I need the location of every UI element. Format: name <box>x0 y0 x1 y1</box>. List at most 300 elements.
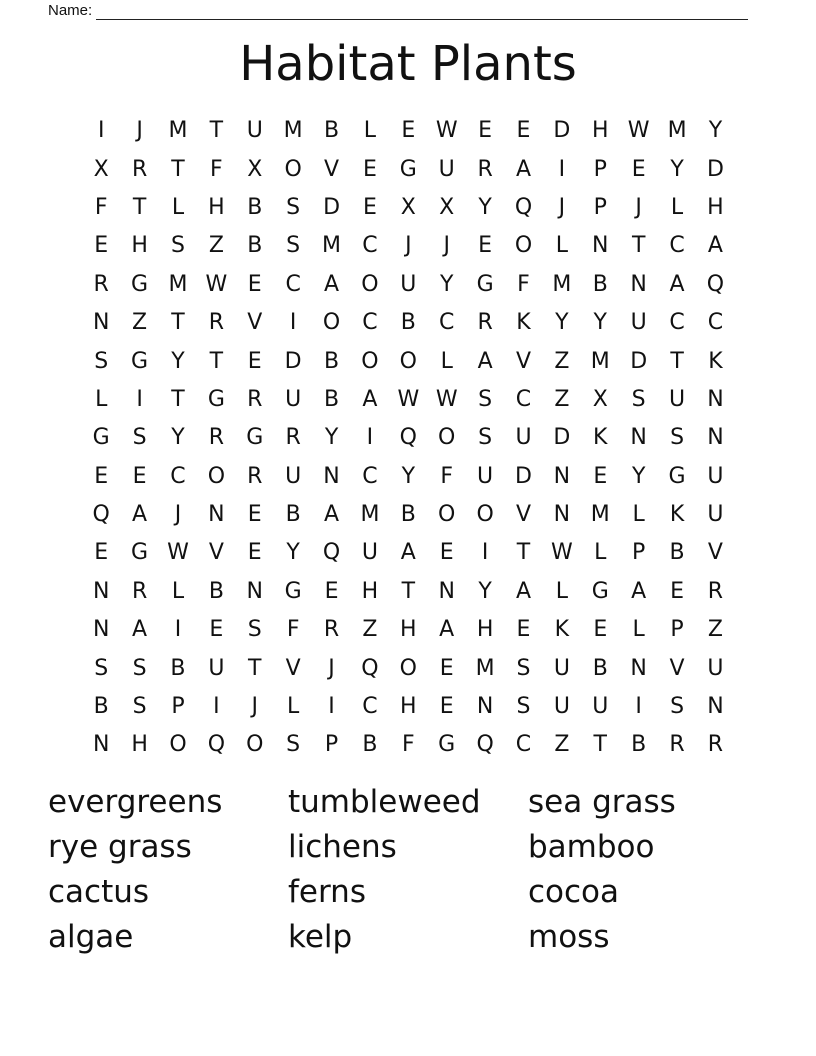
grid-letter: C <box>170 463 186 489</box>
word-bank-item: algae <box>48 919 134 955</box>
grid-letter: J <box>136 118 143 144</box>
grid-letter: B <box>285 502 301 528</box>
grid-letter: G <box>438 732 456 758</box>
grid-letter: K <box>554 617 570 643</box>
grid-letter: Z <box>554 386 570 412</box>
word-bank-item: bamboo <box>528 829 655 865</box>
grid-letter: Y <box>401 463 416 489</box>
grid-letter: L <box>632 502 645 528</box>
word-bank <box>48 780 768 960</box>
grid-letter: W <box>397 386 420 412</box>
grid-letter: O <box>322 310 341 336</box>
grid-letter: C <box>362 310 378 336</box>
grid-letter: H <box>361 578 379 604</box>
grid-letter: L <box>171 578 185 604</box>
grid-letter: E <box>247 348 262 374</box>
name-field-row <box>48 0 748 20</box>
grid-letter: S <box>170 233 185 259</box>
grid-letter: R <box>669 732 685 758</box>
grid-letter: A <box>515 578 532 604</box>
grid-letter: U <box>630 310 647 336</box>
grid-letter: R <box>323 617 340 643</box>
grid-letter: N <box>630 425 647 451</box>
word-bank-item: kelp <box>288 919 353 955</box>
grid-letter: C <box>362 233 378 259</box>
grid-letter: G <box>476 271 494 297</box>
page-title: Habitat Plants <box>239 36 577 92</box>
grid-letter: I <box>97 118 105 144</box>
grid-letter: D <box>553 118 571 144</box>
grid-row <box>82 649 735 687</box>
grid-letter: A <box>400 540 416 566</box>
grid-letter: C <box>515 732 532 758</box>
grid-letter: R <box>477 156 493 182</box>
grid-letter: N <box>323 463 340 489</box>
grid-letter: A <box>324 502 340 528</box>
grid-letter: E <box>209 617 224 643</box>
grid-letter: P <box>593 156 607 182</box>
grid-letter: X <box>247 156 263 182</box>
grid-letter: Z <box>132 310 148 336</box>
grid-row <box>82 342 735 380</box>
grid-row <box>82 688 735 726</box>
grid-letter: O <box>476 502 494 528</box>
grid-letter: W <box>167 540 189 566</box>
grid-letter: B <box>631 732 647 758</box>
grid-letter: R <box>247 463 263 489</box>
grid-letter: T <box>209 348 224 374</box>
grid-letter: X <box>592 386 608 412</box>
grid-letter: D <box>284 348 302 374</box>
grid-letter: T <box>171 386 185 412</box>
grid-letter: O <box>207 463 226 489</box>
grid-letter: J <box>635 194 642 220</box>
grid-letter: H <box>707 194 724 220</box>
grid-letter: H <box>400 694 417 720</box>
grid-letter: C <box>515 386 532 412</box>
grid-letter: G <box>131 540 149 566</box>
grid-letter: B <box>400 502 416 528</box>
grid-letter: L <box>594 540 607 566</box>
grid-letter: G <box>399 156 417 182</box>
grid-letter: G <box>92 425 110 451</box>
grid-letter: T <box>516 540 531 566</box>
grid-letter: I <box>481 540 489 566</box>
grid-letter: X <box>400 194 416 220</box>
grid-letter: H <box>131 732 148 758</box>
grid-letter: J <box>405 233 412 259</box>
grid-letter: U <box>246 118 263 144</box>
grid-letter: Y <box>286 540 300 566</box>
grid-letter: K <box>669 502 685 528</box>
grid-letter: E <box>362 156 377 182</box>
grid-letter: S <box>670 694 685 720</box>
word-bank-item: cactus <box>48 874 150 910</box>
grid-letter: O <box>361 348 379 374</box>
grid-letter: A <box>669 271 685 297</box>
grid-letter: M <box>590 502 610 528</box>
grid-letter: L <box>555 578 569 604</box>
grid-letter: M <box>552 271 572 297</box>
grid-letter: R <box>707 732 724 758</box>
grid-letter: M <box>667 118 687 144</box>
grid-letter: X <box>93 156 109 182</box>
grid-letter: E <box>439 655 454 681</box>
grid-letter: S <box>247 617 262 643</box>
grid-letter: K <box>516 310 531 336</box>
grid-letter: E <box>439 540 454 566</box>
grid-letter: Q <box>361 655 379 681</box>
grid-letter: Q <box>706 271 725 297</box>
grid-letter: E <box>593 463 608 489</box>
grid-letter: E <box>362 194 377 220</box>
grid-letter: Y <box>631 463 646 489</box>
grid-letter: R <box>247 386 263 412</box>
grid-letter: M <box>475 655 495 681</box>
grid-letter: O <box>438 502 456 528</box>
grid-letter: R <box>93 271 109 297</box>
grid-letter: J <box>174 502 182 528</box>
grid-letter: B <box>362 732 378 758</box>
grid-letter: O <box>169 732 187 758</box>
grid-letter: V <box>208 540 224 566</box>
grid-letter: U <box>707 655 724 681</box>
grid-letter: V <box>324 156 340 182</box>
grid-letter: G <box>131 271 149 297</box>
grid-letter: E <box>94 540 109 566</box>
grid-letter: U <box>477 463 494 489</box>
grid-letter: N <box>92 732 110 758</box>
grid-letter: N <box>92 617 110 643</box>
grid-letter: L <box>363 118 377 144</box>
grid-letter: E <box>478 118 493 144</box>
grid-letter: Q <box>322 540 341 566</box>
grid-letter: C <box>707 310 724 336</box>
grid-letter: S <box>94 348 109 374</box>
grid-letter: C <box>362 463 378 489</box>
grid-letter: W <box>435 118 458 144</box>
grid-letter: S <box>286 233 301 259</box>
grid-letter: A <box>324 271 340 297</box>
grid-letter: J <box>328 655 335 681</box>
grid-letter: S <box>132 655 147 681</box>
grid-letter: S <box>286 732 301 758</box>
grid-letter: D <box>515 463 532 489</box>
grid-letter: U <box>592 694 609 720</box>
grid-letter: B <box>669 540 685 566</box>
grid-letter: R <box>707 578 724 604</box>
grid-letter: V <box>285 655 301 681</box>
grid-letter: Z <box>208 233 224 259</box>
grid-letter: D <box>323 194 341 220</box>
grid-letter: Z <box>362 617 378 643</box>
word-bank-item: cocoa <box>528 874 620 910</box>
grid-letter: H <box>131 233 148 259</box>
grid-letter: M <box>322 233 342 259</box>
grid-letter: I <box>289 310 297 336</box>
grid-letter: A <box>515 156 532 182</box>
grid-letter: O <box>514 233 533 259</box>
grid-letter: R <box>131 578 148 604</box>
grid-letter: N <box>707 386 724 412</box>
grid-letter: B <box>323 118 340 144</box>
grid-letter: B <box>247 233 263 259</box>
grid-letter: C <box>669 233 685 259</box>
grid-letter: G <box>284 578 302 604</box>
grid-letter: E <box>593 617 608 643</box>
grid-letter: Q <box>476 732 494 758</box>
grid-row <box>82 304 735 342</box>
grid-letter: N <box>707 425 724 451</box>
grid-letter: Q <box>92 502 110 528</box>
grid-letter: W <box>551 540 573 566</box>
grid-letter: E <box>94 233 109 259</box>
grid-letter: F <box>440 463 454 489</box>
grid-letter: N <box>630 655 647 681</box>
grid-letter: U <box>669 386 686 412</box>
grid-letter: B <box>247 194 263 220</box>
grid-letter: U <box>438 156 455 182</box>
grid-letter: N <box>592 233 609 259</box>
grid-row <box>82 227 735 265</box>
grid-letter: U <box>707 502 724 528</box>
grid-letter: B <box>592 271 608 297</box>
grid-letter: D <box>553 425 571 451</box>
grid-row <box>82 726 735 764</box>
word-bank-item: moss <box>528 919 610 955</box>
grid-letter: A <box>439 617 455 643</box>
grid-letter: E <box>478 233 493 259</box>
grid-letter: P <box>670 617 684 643</box>
grid-letter: S <box>478 425 493 451</box>
grid-letter: J <box>558 194 566 220</box>
grid-letter: N <box>630 271 647 297</box>
grid-row <box>82 419 735 457</box>
grid-letter: E <box>132 463 147 489</box>
grid-letter: B <box>592 655 608 681</box>
grid-letter: V <box>515 348 532 374</box>
grid-letter: A <box>477 348 493 374</box>
grid-letter: M <box>168 271 188 297</box>
grid-letter: T <box>248 655 262 681</box>
grid-row <box>82 150 735 188</box>
grid-letter: W <box>435 386 458 412</box>
grid-letter: F <box>94 194 108 220</box>
grid-letter: L <box>632 617 645 643</box>
grid-letter: X <box>439 194 455 220</box>
grid-letter: L <box>440 348 453 374</box>
grid-letter: U <box>285 386 302 412</box>
word-bank-item: evergreens <box>48 784 223 820</box>
grid-letter: O <box>399 655 417 681</box>
grid-letter: Y <box>171 425 185 451</box>
grid-letter: L <box>95 386 108 412</box>
grid-letter: M <box>283 118 303 144</box>
grid-letter: A <box>631 578 647 604</box>
grid-letter: I <box>366 425 374 451</box>
grid-letter: B <box>208 578 224 604</box>
grid-letter: U <box>208 655 225 681</box>
grid-letter: Z <box>554 732 570 758</box>
name-underline <box>96 5 748 20</box>
grid-letter: O <box>399 348 417 374</box>
grid-letter: L <box>670 194 684 220</box>
grid-letter: G <box>591 578 609 604</box>
grid-letter: E <box>247 271 262 297</box>
grid-letter: A <box>362 386 378 412</box>
grid-letter: Z <box>707 617 723 643</box>
grid-letter: H <box>476 617 494 643</box>
grid-letter: T <box>171 156 185 182</box>
word-bank-item: lichens <box>288 829 397 865</box>
grid-letter: U <box>400 271 417 297</box>
grid-letter: M <box>168 118 188 144</box>
grid-letter: R <box>208 425 225 451</box>
grid-letter: S <box>132 425 147 451</box>
name-label: Name: <box>48 2 93 19</box>
grid-letter: I <box>213 694 220 720</box>
grid-letter: L <box>555 233 569 259</box>
grid-letter: E <box>401 118 416 144</box>
grid-letter: W <box>205 271 228 297</box>
grid-letter: W <box>627 118 650 144</box>
grid-letter: U <box>553 655 570 681</box>
grid-letter: C <box>669 310 685 336</box>
grid-letter: S <box>631 386 646 412</box>
grid-letter: V <box>515 502 532 528</box>
grid-letter: N <box>246 578 263 604</box>
grid-letter: S <box>516 655 531 681</box>
grid-letter: S <box>478 386 493 412</box>
grid-letter: G <box>246 425 264 451</box>
grid-letter: C <box>285 271 301 297</box>
grid-letter: A <box>707 233 723 259</box>
grid-letter: Q <box>207 732 226 758</box>
grid-letter: N <box>92 310 110 336</box>
grid-letter: L <box>171 194 185 220</box>
grid-letter: H <box>208 194 225 220</box>
grid-letter: J <box>443 233 450 259</box>
grid-letter: Y <box>324 425 339 451</box>
grid-letter: Y <box>708 118 723 144</box>
grid-letter: D <box>630 348 648 374</box>
grid-letter: E <box>324 578 339 604</box>
grid-letter: F <box>210 156 223 182</box>
grid-row <box>82 534 735 572</box>
grid-letter: Y <box>593 310 607 336</box>
grid-letter: V <box>247 310 263 336</box>
grid-row <box>82 381 735 419</box>
grid-letter: B <box>323 386 340 412</box>
grid-letter: N <box>553 502 571 528</box>
grid-letter: O <box>438 425 456 451</box>
grid-letter: M <box>360 502 380 528</box>
grid-letter: R <box>477 310 493 336</box>
grid-letter: P <box>632 540 646 566</box>
grid-letter: I <box>136 386 143 412</box>
grid-letter: F <box>286 617 300 643</box>
grid-letter: S <box>286 194 301 220</box>
grid-letter: O <box>284 156 302 182</box>
grid-letter: T <box>670 348 684 374</box>
word-bank-item: rye grass <box>48 829 192 865</box>
grid-letter: I <box>635 694 642 720</box>
grid-letter: C <box>439 310 455 336</box>
grid-letter: K <box>593 425 608 451</box>
word-bank-item: ferns <box>288 874 366 910</box>
grid-letter: G <box>668 463 686 489</box>
grid-letter: T <box>401 578 416 604</box>
grid-letter: T <box>132 194 147 220</box>
grid-letter: Y <box>478 194 492 220</box>
grid-letter: E <box>247 540 262 566</box>
grid-letter: E <box>439 694 454 720</box>
grid-row <box>82 112 735 150</box>
grid-letter: U <box>285 463 302 489</box>
grid-row <box>82 496 735 534</box>
grid-letter: F <box>401 732 415 758</box>
grid-letter: Y <box>670 156 684 182</box>
grid-letter: R <box>208 310 225 336</box>
grid-letter: U <box>553 694 570 720</box>
grid-row <box>82 611 735 649</box>
grid-letter: Y <box>439 271 454 297</box>
grid-letter: O <box>246 732 264 758</box>
grid-letter: Y <box>478 578 492 604</box>
grid-letter: S <box>132 694 147 720</box>
grid-letter: U <box>707 463 724 489</box>
grid-letter: U <box>361 540 378 566</box>
grid-letter: E <box>670 578 684 604</box>
grid-letter: F <box>517 271 530 297</box>
grid-letter: V <box>707 540 723 566</box>
grid-letter: J <box>251 694 258 720</box>
grid-letter: B <box>93 694 109 720</box>
grid-row <box>82 458 735 496</box>
grid-letter: Y <box>171 348 185 374</box>
grid-letter: D <box>706 156 724 182</box>
grid-letter: E <box>516 118 531 144</box>
grid-letter: P <box>324 732 339 758</box>
grid-letter: T <box>631 233 646 259</box>
grid-letter: B <box>400 310 416 336</box>
grid-letter: R <box>285 425 301 451</box>
grid-letter: E <box>94 463 109 489</box>
grid-letter: O <box>361 271 379 297</box>
grid-letter: P <box>593 194 607 220</box>
grid-letter: Q <box>514 194 533 220</box>
word-bank-item: sea grass <box>528 784 676 820</box>
grid-letter: C <box>362 694 378 720</box>
grid-letter: H <box>400 617 417 643</box>
word-bank-item: tumbleweed <box>288 784 481 820</box>
grid-letter: N <box>438 578 455 604</box>
grid-letter: E <box>631 156 646 182</box>
grid-letter: S <box>670 425 685 451</box>
grid-letter: A <box>132 502 148 528</box>
grid-letter: N <box>553 463 571 489</box>
grid-letter: S <box>94 655 109 681</box>
grid-letter: Q <box>399 425 417 451</box>
grid-letter: A <box>132 617 148 643</box>
grid-letter: N <box>476 694 494 720</box>
grid-row <box>82 573 735 611</box>
grid-letter: N <box>208 502 225 528</box>
grid-letter: P <box>171 694 185 720</box>
grid-letter: R <box>131 156 148 182</box>
grid-letter: Y <box>555 310 569 336</box>
grid-letter: T <box>171 310 185 336</box>
